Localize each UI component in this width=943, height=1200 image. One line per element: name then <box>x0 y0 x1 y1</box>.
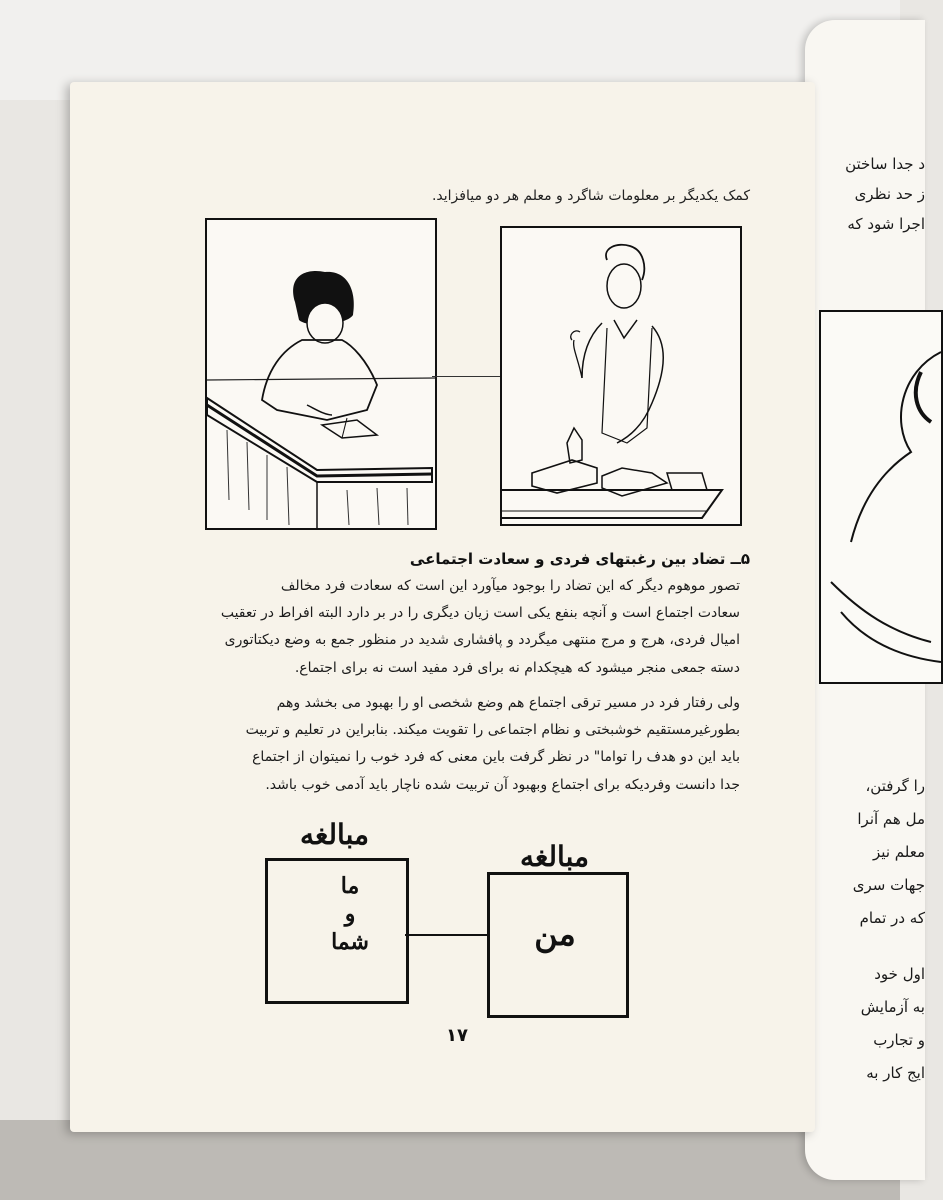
facing-text-line: د جدا ساختن <box>845 155 925 173</box>
paragraph-line: ولی رفتار فرد در مسیر ترقی اجتماع هم وضع شخصی او را بهبود می بخشد وهم <box>276 695 740 711</box>
paragraph-line: امیال فردی، هرج و مرج منتهی میگردد و پافشاری شدید در منظور جمع به وضع دیکتاتوری <box>224 632 740 648</box>
facing-text-line: اول خود <box>874 965 925 983</box>
facing-text-line: را گرفتن، <box>865 777 925 795</box>
illustration-student-reading <box>205 218 437 530</box>
facing-text-line: ز حد نظری <box>854 185 925 203</box>
facing-page <box>805 20 925 1180</box>
paragraph-line: جدا دانست وفردیکه برای اجتماع وبهبود آن تربیت شده ناچار باید آدمی خوب باشد. <box>265 777 740 793</box>
diagram-label-right: مبالغه <box>520 840 590 873</box>
facing-text-line: اجرا شود که <box>847 215 925 233</box>
paragraph-line: باید این دو هدف را تواما" در نظر گرفت باین معنی که فرد خوب را نمیتوان از اجتماع <box>252 749 740 765</box>
facing-text-line: به آزمایش <box>860 998 925 1016</box>
paragraph-line: سعادت اجتماع است و آنچه بنفع یکی است زیان دیگری را در بر دارد البته افراط در تعقیب <box>220 605 740 621</box>
diagram-box-right-text: من <box>534 915 576 953</box>
background-shadow <box>0 1120 900 1200</box>
diagram-connector <box>405 934 490 936</box>
section-title: ۵ــ تضاد بین رغبتهای فردی و سعادت اجتماعی <box>409 550 750 568</box>
facing-text-line: معلم نیز <box>873 843 925 861</box>
diagram-word: ما <box>340 873 360 899</box>
paragraph-line: تصور موهوم دیگر که این تضاد را بوجود میآورد این است که سعادت فرد مخالف <box>280 578 740 594</box>
facing-text-line: ایج کار به <box>866 1064 925 1082</box>
illustration-teacher <box>500 226 742 526</box>
divider-line <box>432 376 510 377</box>
paragraph-line: دسته جمعی منجر میشود که هیچکدام نه برای فرد مفید است نه برای اجتماع. <box>294 660 740 676</box>
diagram-word: و <box>344 901 356 927</box>
diagram-box-left-text <box>330 872 370 956</box>
facing-text-line: جهات سری <box>852 876 925 894</box>
diagram-word: شما <box>331 929 369 955</box>
header-text: کمک یکدیگر بر معلومات شاگرد و معلم هر دو میافزاید. <box>431 188 750 204</box>
facing-text-line: و تجارب <box>873 1031 925 1049</box>
diagram-label-left: مبالغه <box>300 818 370 851</box>
facing-text-line: مل هم آنرا <box>857 810 925 828</box>
page-number: ۱۷ <box>446 1025 468 1046</box>
facing-text-line: که در تمام <box>859 909 925 927</box>
paragraph-line: بطورغیرمستقیم خوشبختی و نظام اجتماعی را تقویت میکند. بنابراین در تعلیم و تربیت <box>245 722 740 738</box>
facing-illustration <box>819 310 943 684</box>
